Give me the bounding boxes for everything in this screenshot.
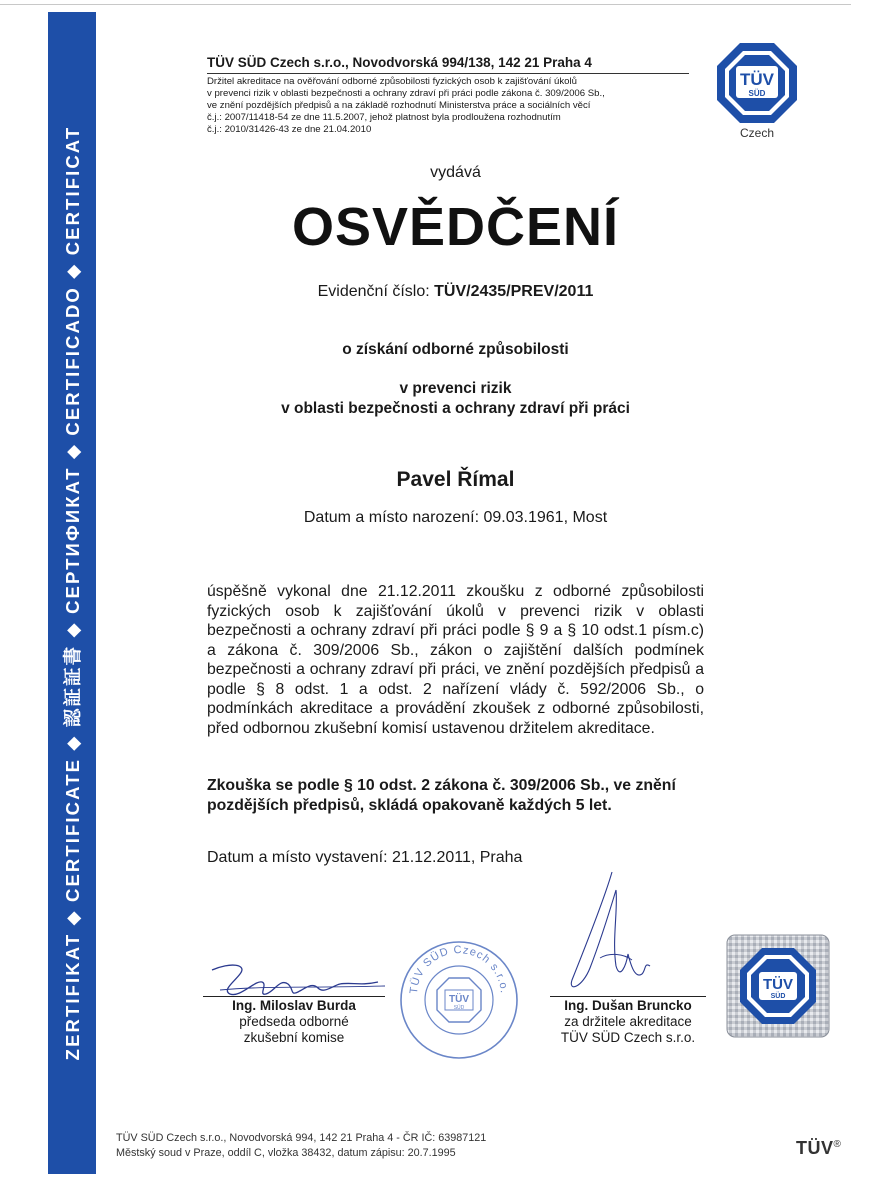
subject-block [0, 379, 871, 419]
hologram-seal [726, 934, 830, 1038]
issue-value: 21.12.2011, Praha [391, 849, 523, 866]
subject-line-3: v oblasti bezpečnosti a ochrany zdraví při práci [281, 400, 630, 417]
birth-line [0, 509, 871, 527]
logo-top-text: TÜV [740, 70, 774, 89]
stamp-ring-text: TÜV SÜD Czech s.r.o. [407, 944, 511, 995]
evidence-label: Evidenční číslo: [317, 283, 430, 300]
birth-label: Datum a místo narození: [303, 509, 480, 526]
subject-line-2: v prevenci rizik [399, 380, 512, 397]
issues-label: vydává [430, 164, 481, 181]
holder-name: Pavel Římal [396, 468, 515, 491]
right-signatory-role-2: TÜV SÜD Czech s.r.o. [560, 1030, 696, 1045]
repeat-exam-note: Zkouška se podle § 10 odst. 2 zákona č. 309/2006 Sb., ve znění pozdějších předpisů, skládá opakovaně každých 5 let. [207, 777, 676, 814]
accreditation-line: č.j.: 2007/11418-54 ze dne 11.5.2007, jehož platnost byla prodloužena rozhodnutím [207, 112, 561, 123]
left-signatory-role-1: předseda odborné [239, 1014, 349, 1029]
evidence-number: TÜV/2435/PREV/2011 [434, 283, 594, 300]
left-signature-line [203, 996, 385, 997]
accreditation-line: v prevenci rizik v oblasti bezpečnosti a ochrany zdraví při práci podle zákona č. 309/2006 Sb., [207, 88, 605, 99]
accreditation-line: Držitel akreditace na ověřování odborné způsobilosti fyzických osob k zajišťování úkolů [207, 76, 577, 87]
logo-bottom-text: SÜD [748, 89, 766, 98]
footer-line-2: Městský soud v Praze, oddíl C, vložka 38432, datum zápisu: 20.7.1995 [116, 1147, 456, 1159]
svg-text:TÜV SÜD Czech s.r.o. [408, 944, 510, 994]
subject-line-1: o získání odborné způsobilosti [342, 341, 569, 358]
tuv-sud-logo [716, 42, 798, 124]
body-text: úspěšně vykonal dne 21.12.2011 zkoušku z odborné způsobilosti fyzických osob k zajišťování úkolů v prevenci rizik v oblasti bezpečnosti a ochrany zdraví při práci podle § 9 a § 10 odst.1 písm.c) a zákona č. 309/2006 Sb., zákon o zajištění dalších podmínek bezpečnosti a ochrany zdraví při práci, ve znění pozdějších předpisů a podle § 8 odst. 1 a odst. 2 nařízení vlády č. 592/2006 Sb., o podmínkách akreditace a provádění zkoušek z odborné způsobilosti, před odbornou zkušební komisí ustavenou držitelem akreditace. [207, 583, 704, 737]
left-signatory-role-2: zkušební komise [243, 1030, 345, 1045]
company-header: TÜV SÜD Czech s.r.o., Novodvorská 994/138, 142 21 Praha 4 [207, 55, 592, 70]
issue-label: Datum a místo vystavení: [207, 849, 388, 866]
registered-mark: ® [833, 1139, 842, 1150]
footer [116, 1131, 486, 1161]
issue-line [207, 849, 522, 867]
certificate-title: OSVĚDČENÍ [291, 197, 620, 257]
official-stamp [397, 938, 521, 1062]
hologram-top-text: TÜV [763, 976, 793, 993]
top-border-line [0, 4, 851, 5]
left-signatory-name: Ing. Miloslav Burda [232, 998, 356, 1013]
stamp-inner-top: TÜV [449, 994, 469, 1005]
footer-logo [796, 1138, 841, 1159]
birth-value: 09.03.1961, Most [483, 509, 608, 526]
right-signatory-name: Ing. Dušan Bruncko [564, 998, 692, 1013]
accreditation-text [207, 76, 692, 136]
footer-logo-text: TÜV [796, 1138, 834, 1158]
right-signatory [550, 998, 706, 1046]
footer-line-1: TÜV SÜD Czech s.r.o., Novodvorská 994, 142 21 Praha 4 - ČR IČ: 63987121 [116, 1132, 487, 1144]
logo-country: Czech [739, 126, 774, 140]
accreditation-line: ve znění pozdějších předpisů a na základě rozhodnutí Ministerstva práce a sociálních věcí [207, 100, 591, 111]
accreditation-line: č.j.: 2010/31426-43 ze dne 21.04.2010 [207, 124, 372, 135]
hologram-bottom-text: SÜD [770, 993, 786, 1000]
right-signature-line [550, 996, 706, 997]
evidence-number-line [0, 283, 871, 301]
right-signature [560, 870, 670, 995]
left-signatory [203, 998, 385, 1046]
right-signatory-role-1: za držitele akreditace [564, 1014, 692, 1029]
header-divider [207, 73, 689, 74]
side-band-text: ZERTIFIKAT ◆ CERTIFICATE ◆ 認証証書 ◆ СЕРТИФИКАТ ◆ CERTIFICADO ◆ CERTIFICAT [62, 125, 83, 1061]
stamp-inner-bottom: SÜD [453, 1005, 465, 1011]
